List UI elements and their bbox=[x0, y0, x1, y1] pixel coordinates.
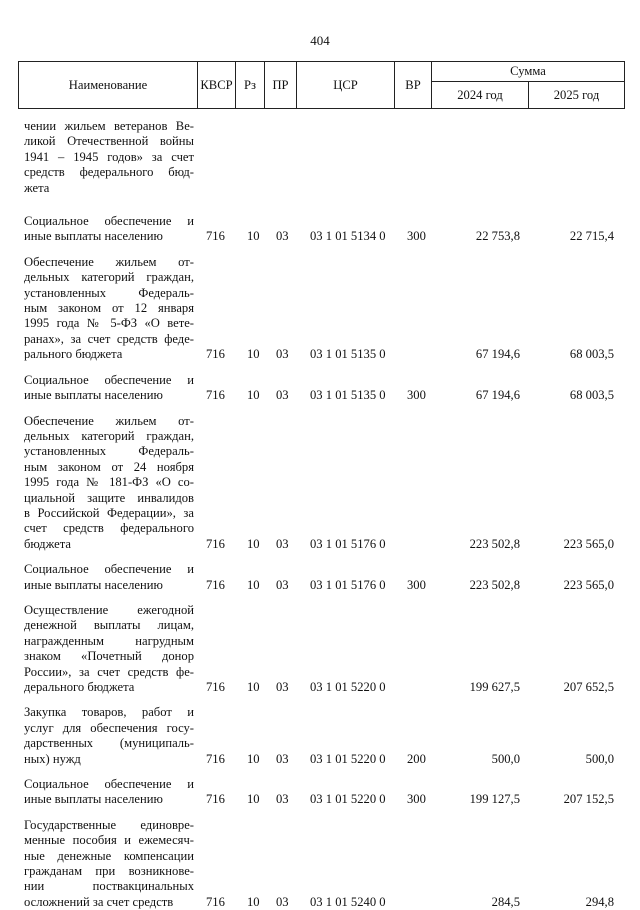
row-kvsr: 716 bbox=[206, 792, 225, 807]
table-row bbox=[0, 777, 640, 808]
header-sum: Сумма bbox=[432, 62, 625, 82]
row-vr: 300 bbox=[407, 792, 426, 807]
row-y2024: 199 127,5 bbox=[469, 792, 520, 807]
row-name-line: России», за счет средств фе- bbox=[24, 664, 194, 679]
row-name-line: награжденным нагрудным bbox=[24, 633, 194, 648]
row-pr: 03 bbox=[276, 751, 289, 766]
row-name-line: иные выплаты населению bbox=[24, 577, 163, 592]
page-number: 404 bbox=[310, 33, 330, 48]
header-csr: ЦСР bbox=[297, 62, 395, 109]
row-name-line: Социальное обеспечение и bbox=[24, 562, 194, 577]
row-y2025: 207 652,5 bbox=[563, 680, 614, 694]
row-y2024: 22 753,8 bbox=[475, 229, 520, 244]
row-y2024: 67 194,6 bbox=[475, 347, 520, 362]
table-body bbox=[0, 109, 640, 910]
row-name-line: установленных Федераль- bbox=[24, 285, 194, 300]
row-name-line: ным законом от 12 января bbox=[24, 301, 194, 316]
row-name bbox=[24, 818, 194, 910]
row-name-line: рального бюджета bbox=[24, 347, 123, 362]
table-row bbox=[0, 373, 640, 404]
row-y2024: 284,5 bbox=[491, 894, 520, 909]
row-pr: 03 bbox=[276, 792, 289, 807]
row-csr: 03 1 01 5135 0 bbox=[310, 347, 386, 362]
row-name bbox=[24, 603, 194, 695]
row-y2025: 223 565,0 bbox=[563, 577, 614, 592]
row-name-line: установленных Федераль- bbox=[24, 444, 194, 459]
row-name-line: Закупка товаров, работ и bbox=[24, 705, 194, 720]
row-y2024: 223 502,8 bbox=[469, 536, 520, 551]
row-vr: 300 bbox=[407, 388, 426, 403]
row-name-line: Обеспечение жильем от- bbox=[24, 413, 194, 428]
row-csr: 03 1 01 5220 0 bbox=[310, 680, 386, 694]
table-row bbox=[0, 705, 640, 767]
row-name bbox=[24, 562, 194, 593]
header-rz: Рз bbox=[236, 62, 265, 109]
row-name-line: 1941 – 1945 годов» за счет bbox=[24, 149, 194, 164]
row-name-line: менные пособия и ежемесяч- bbox=[24, 833, 194, 848]
table-row bbox=[0, 818, 640, 910]
row-pr: 03 bbox=[276, 577, 289, 592]
row-name bbox=[24, 414, 194, 553]
row-name-line: Государственные единовре- bbox=[24, 817, 194, 832]
row-rz: 10 bbox=[247, 229, 260, 244]
row-name-line: Обеспечение жильем от- bbox=[24, 254, 194, 269]
row-csr: 03 1 01 5176 0 bbox=[310, 577, 386, 592]
row-csr: 03 1 01 5134 0 bbox=[310, 229, 386, 244]
row-name bbox=[24, 119, 194, 196]
row-y2024: 500,0 bbox=[491, 751, 520, 766]
row-pr: 03 bbox=[276, 388, 289, 403]
row-name-line: иные выплаты населению bbox=[24, 229, 163, 244]
row-pr: 03 bbox=[276, 894, 289, 909]
row-y2024: 223 502,8 bbox=[469, 577, 520, 592]
row-name-line: чении жильем ветеранов Ве- bbox=[24, 119, 194, 133]
row-rz: 10 bbox=[247, 680, 260, 694]
row-rz: 10 bbox=[247, 751, 260, 766]
header-vr: ВР bbox=[395, 62, 432, 109]
row-y2025: 500,0 bbox=[585, 751, 614, 766]
row-name-line: услуг для обеспечения госу- bbox=[24, 720, 194, 735]
row-y2024: 67 194,6 bbox=[475, 388, 520, 403]
header-pr: ПР bbox=[265, 62, 297, 109]
row-name-line: ных) нужд bbox=[24, 751, 81, 766]
row-y2025: 68 003,5 bbox=[569, 347, 614, 362]
row-name-line: ликой Отечественной войны bbox=[24, 134, 194, 149]
table-row bbox=[0, 603, 640, 695]
row-kvsr: 716 bbox=[206, 536, 225, 551]
row-name-line: нии поствакцинальных bbox=[24, 879, 194, 894]
table-row bbox=[0, 562, 640, 593]
row-kvsr: 716 bbox=[206, 894, 225, 909]
row-name-line: циальной защите инвалидов bbox=[24, 490, 194, 505]
row-name-line: счет средств федерального bbox=[24, 521, 194, 536]
row-csr: 03 1 01 5220 0 bbox=[310, 792, 386, 807]
row-pr: 03 bbox=[276, 680, 289, 694]
row-name-line: 1995 года № 5-ФЗ «О вете- bbox=[24, 316, 194, 331]
row-name bbox=[24, 373, 194, 404]
row-name-line: осложнений за счет средств bbox=[24, 894, 174, 909]
row-y2025: 207 152,5 bbox=[563, 792, 614, 807]
row-kvsr: 716 bbox=[206, 680, 225, 694]
row-name bbox=[24, 777, 194, 808]
row-vr: 300 bbox=[407, 229, 426, 244]
row-name-line: дельных категорий граждан, bbox=[24, 270, 194, 285]
row-pr: 03 bbox=[276, 347, 289, 362]
row-name-line: ным законом от 24 ноября bbox=[24, 459, 194, 474]
header-name: Наименование bbox=[19, 62, 198, 109]
row-rz: 10 bbox=[247, 388, 260, 403]
row-name bbox=[24, 255, 194, 363]
table-row bbox=[0, 119, 640, 196]
row-y2025: 68 003,5 bbox=[569, 388, 614, 403]
row-kvsr: 716 bbox=[206, 388, 225, 403]
row-name-line: гражданам при возникнове- bbox=[24, 864, 194, 879]
row-kvsr: 716 bbox=[206, 347, 225, 362]
row-name-line: дерального бюджета bbox=[24, 680, 135, 694]
header-kvsr: КВСР bbox=[198, 62, 236, 109]
row-rz: 10 bbox=[247, 792, 260, 807]
row-y2025: 223 565,0 bbox=[563, 536, 614, 551]
row-name-line: жета bbox=[24, 180, 50, 195]
row-name-line: иные выплаты населению bbox=[24, 792, 163, 807]
row-vr: 200 bbox=[407, 751, 426, 766]
row-rz: 10 bbox=[247, 347, 260, 362]
row-y2024: 199 627,5 bbox=[469, 680, 520, 694]
table-row bbox=[0, 414, 640, 553]
row-name-line: ные денежные компенсации bbox=[24, 848, 194, 863]
row-name-line: знаком «Почетный донор bbox=[24, 649, 194, 664]
row-kvsr: 716 bbox=[206, 577, 225, 592]
header-year-2025: 2025 год bbox=[529, 82, 625, 109]
header-year-2024: 2024 год bbox=[432, 82, 529, 109]
row-name bbox=[24, 214, 194, 245]
row-y2025: 22 715,4 bbox=[569, 229, 614, 244]
table-row bbox=[0, 214, 640, 245]
row-name bbox=[24, 705, 194, 767]
row-y2025: 294,8 bbox=[585, 894, 614, 909]
row-kvsr: 716 bbox=[206, 229, 225, 244]
row-name-line: 1995 года № 181-ФЗ «О со- bbox=[24, 475, 194, 490]
row-name-line: дельных категорий граждан, bbox=[24, 428, 194, 443]
row-name-line: средств федерального бюд- bbox=[24, 165, 194, 180]
row-name-line: в Российской Федерации», за bbox=[24, 505, 194, 520]
row-name-line: денежной выплаты лицам, bbox=[24, 618, 194, 633]
row-name-line: иные выплаты населению bbox=[24, 388, 163, 403]
row-name-line: бюджета bbox=[24, 536, 71, 551]
row-rz: 10 bbox=[247, 536, 260, 551]
row-csr: 03 1 01 5135 0 bbox=[310, 388, 386, 403]
row-pr: 03 bbox=[276, 229, 289, 244]
row-rz: 10 bbox=[247, 577, 260, 592]
row-rz: 10 bbox=[247, 894, 260, 909]
row-pr: 03 bbox=[276, 536, 289, 551]
row-name-line: Социальное обеспечение и bbox=[24, 214, 194, 229]
table-header bbox=[18, 61, 625, 109]
row-csr: 03 1 01 5240 0 bbox=[310, 894, 386, 909]
row-name-line: ранах», за счет средств феде- bbox=[24, 331, 194, 346]
row-kvsr: 716 bbox=[206, 751, 225, 766]
row-vr: 300 bbox=[407, 577, 426, 592]
row-name-line: Социальное обеспечение и bbox=[24, 372, 194, 387]
row-csr: 03 1 01 5176 0 bbox=[310, 536, 386, 551]
row-csr: 03 1 01 5220 0 bbox=[310, 751, 386, 766]
table-row bbox=[0, 255, 640, 363]
row-name-line: Осуществление ежегодной bbox=[24, 602, 194, 617]
row-name-line: Социальное обеспечение и bbox=[24, 777, 194, 792]
row-name-line: дарственных (муниципаль- bbox=[24, 736, 194, 751]
